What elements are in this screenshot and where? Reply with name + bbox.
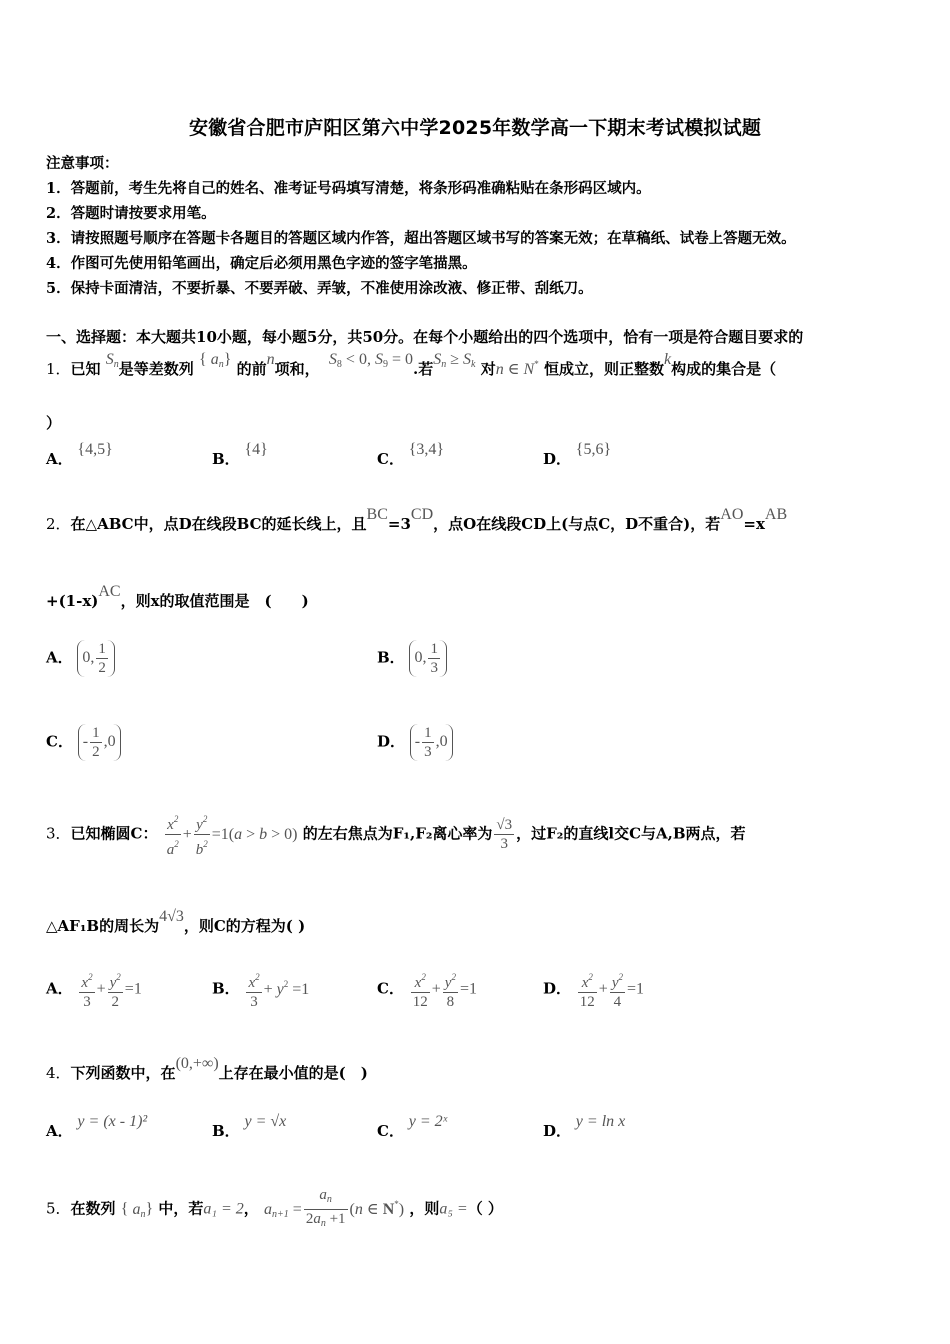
q2-option-b[interactable]: B． 0, $\frac{1}{3}$ <box>377 640 447 677</box>
recurrence-formula: $a_{n+1}$ = $\frac{a_n}{2a_n +1}$ (n ∈ N*) <box>264 1187 405 1229</box>
question-1-close: ） <box>46 414 62 432</box>
math-condition: $S_8 < 0$, $S_9 = 0$ <box>328 351 413 370</box>
question-4: 4．下列函数中，在(0,+∞)上存在最小值的是( ) <box>46 1055 368 1082</box>
question-1: 1．已知 $S_n$是等差数列 { $a_n$} 的前n项和， $S_8 < 0$, $S_9 = 0$.若$S_n \ge S_k$ 对n ∈ N* 恒成立，则正整数k构成的集合是（ <box>46 351 777 378</box>
q4-option-a[interactable]: A． y = (x - 1)² <box>46 1113 148 1140</box>
question-3: 3．已知椭圆C： $\frac{x^2}{a^2}$ + $\frac{y^2}{b^2}$ =1(a > b > 0) 的左右焦点为F₁,F₂离心率为 $\frac{√3}{3}$ ，过F₂的直线l交C与A,B两点，若 <box>46 810 746 859</box>
ellipse-equation: $\frac{x^2}{a^2}$ + $\frac{y^2}{b^2}$ =1(a > b > 0) <box>163 825 298 843</box>
notice-item: 3．请按照题号顺序在答题卡各题目的答题区域内作答，超出答题区域书写的答案无效；在草稿纸、试卷上答题无效。 <box>46 230 796 247</box>
q3-option-d[interactable]: D． $\frac{x^2}{12}$ + $\frac{y^2}{4}$ =1 <box>543 968 644 1011</box>
q1-option-b[interactable]: B． {4} <box>212 441 268 468</box>
q1-option-c[interactable]: C． {3,4} <box>377 441 445 468</box>
notice-item: 1．答题前，考生先将自己的姓名、准考证号码填写清楚，将条形码准确粘贴在条形码区域内。 <box>46 180 651 197</box>
question-2-cont: +(1-x)AC，则x的取值范围是 ( ) <box>46 583 309 610</box>
notice-item: 4．作图可先使用铅笔画出，确定后必须用黑色字迹的签字笔描黑。 <box>46 255 477 272</box>
eccentricity: $\frac{√3}{3}$ <box>496 817 513 852</box>
q2-option-d[interactable]: D． - $\frac{1}{3}$ ,0 <box>377 724 453 761</box>
notice-item: 5．保持卡面清洁，不要折暴、不要弄破、弄皱，不准使用涂改液、修正带、刮纸刀。 <box>46 280 593 297</box>
section-heading: 一、选择题：本大题共10小题，每小题5分，共50分。在每个小题给出的四个选项中，恰有一项是符合题目要求的 <box>46 328 804 346</box>
math-an: { $a_n$} <box>199 351 232 370</box>
q2-option-c[interactable]: C． - $\frac{1}{2}$ ,0 <box>46 724 121 761</box>
math-inequality: $S_n \ge S_k$ <box>433 351 476 370</box>
math-sn: $S_n$ <box>105 351 119 370</box>
notice-heading: 注意事项： <box>46 155 119 172</box>
question-number: 1． <box>46 360 71 378</box>
q1-option-a[interactable]: A． {4,5} <box>46 441 113 468</box>
notice-item: 2．答题时请按要求用笔。 <box>46 205 216 222</box>
q3-option-b[interactable]: B． $\frac{x^2}{3}$ + $y^2 =1$ <box>212 968 309 1011</box>
question-3-cont: △AF₁B的周长为4√3，则C的方程为( ) <box>46 908 306 935</box>
q4-option-c[interactable]: C． y = 2ˣ <box>377 1113 448 1140</box>
q4-option-d[interactable]: D． y = ln x <box>543 1113 626 1140</box>
q3-option-c[interactable]: C． $\frac{x^2}{12}$ + $\frac{y^2}{8}$ =1 <box>377 968 477 1011</box>
question-5: 5．在数列 { $a_n$} 中，若a₁ = 2， $a_{n+1}$ = $\frac{a_n}{2a_n +1}$ (n ∈ N*) ，则a₅ =（ ） <box>46 1187 503 1229</box>
q2-option-a[interactable]: A． 0, $\frac{1}{2}$ <box>46 640 115 677</box>
q3-option-a[interactable]: A． $\frac{x^2}{3}$ + $\frac{y^2}{2}$ =1 <box>46 968 142 1011</box>
exam-title: 安徽省合肥市庐阳区第六中学2025年数学高一下期末考试模拟试题 <box>188 117 762 139</box>
question-2: 2．在△ABC中，点D在线段BC的延长线上，且BC=3CD，点O在线段CD上(与点C，D不重合)，若AO=xAB <box>46 506 788 533</box>
q1-option-d[interactable]: D． {5,6} <box>543 441 612 468</box>
q4-option-b[interactable]: B． y = √x <box>212 1113 287 1140</box>
